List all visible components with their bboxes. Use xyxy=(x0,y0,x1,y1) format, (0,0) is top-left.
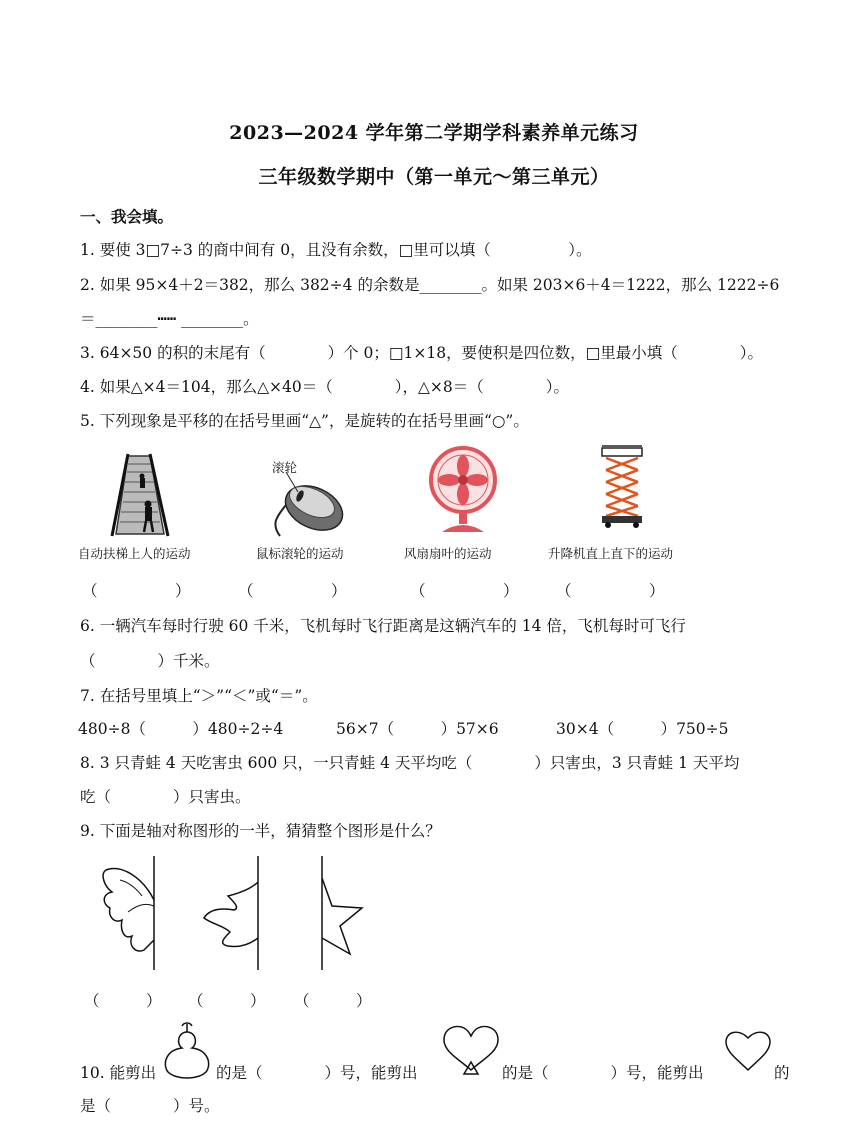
question-7: 7. 在括号里填上“＞”“＜”或“＝”。 xyxy=(80,687,318,705)
question-6-line-1: 6. 一辆汽车每时行驶 60 千米，飞机每时飞行距离是这辆汽车的 14 倍，飞机每时可飞行 xyxy=(80,617,686,635)
half-leaf-figure xyxy=(200,856,264,970)
half-star-figure xyxy=(316,856,370,970)
question-2-line-2: ＝________┅┅ ________。 xyxy=(80,310,259,328)
lift-image xyxy=(600,444,644,528)
answer-paren-escalator[interactable]: （ ） xyxy=(82,582,191,600)
question-2-line-1: 2. 如果 95×4＋2＝382，那么 382÷4 的余数是________。如果 203×6＋4＝1222，那么 1222÷6 xyxy=(80,276,780,294)
figure-label-escalator: 自动扶梯上人的运动 xyxy=(78,546,191,561)
gourd-shape-icon xyxy=(160,1020,214,1080)
spade-shape-icon xyxy=(440,1022,502,1078)
compare-item-3: 30×4（ ）750÷5 xyxy=(556,720,729,738)
fan-image xyxy=(426,446,500,534)
question-10-part-3: 的是（ ）号，能剪出 xyxy=(502,1064,704,1082)
exam-title: 2023—2024 学年第二学期学科素养单元练习 xyxy=(229,122,639,144)
question-5: 5. 下列现象是平移的在括号里画“△”，是旋转的在括号里画“○”。 xyxy=(80,412,529,430)
question-8-line-1: 8. 3 只青蛙 4 天吃害虫 600 只，一只青蛙 4 天平均吃（ ）只害虫，3 只青蛙 1 天平均 xyxy=(80,754,740,772)
figure-label-lift: 升降机直上直下的运动 xyxy=(548,546,674,561)
compare-item-1: 480÷8（ ）480÷2÷4 xyxy=(78,720,284,738)
question-4: 4. 如果△×4＝104，那么△×40＝（ ），△×8＝（ ）。 xyxy=(80,378,569,396)
answer-paren-fan[interactable]: （ ） xyxy=(410,582,519,600)
section-heading: 一、我会填。 xyxy=(80,207,174,226)
figure-label-fan: 风扇扇叶的运动 xyxy=(404,546,492,561)
question-8-line-2: 吃（ ）只害虫。 xyxy=(80,788,251,806)
question-1: 1. 要使 3□7÷3 的商中间有 0，且没有余数，□里可以填（ ）。 xyxy=(80,241,592,259)
question-9: 9. 下面是轴对称图形的一半，猜猜整个图形是什么？ xyxy=(80,822,441,840)
compare-item-2: 56×7（ ）57×6 xyxy=(336,720,499,738)
question-3: 3. 64×50 的积的末尾有（ ）个 0；□1×18，要使积是四位数，□里最小填（ ）。 xyxy=(80,344,763,362)
question-6-line-2: （ ）千米。 xyxy=(80,652,220,670)
answer-paren-lift[interactable]: （ ） xyxy=(556,582,665,600)
answer-paren-butterfly[interactable]: （ ） xyxy=(84,992,162,1010)
answer-paren-mouse[interactable]: （ ） xyxy=(238,582,347,600)
wheel-label: 滚轮 xyxy=(272,460,298,475)
half-butterfly-figure xyxy=(98,856,160,970)
escalator-image xyxy=(108,452,170,538)
answer-paren-star[interactable]: （ ） xyxy=(294,992,372,1010)
question-10-line-2: 是（ ）号。 xyxy=(80,1097,220,1115)
exam-subtitle: 三年级数学期中（第一单元～第三单元） xyxy=(258,166,610,188)
question-10-part-2: 的是（ ）号，能剪出 xyxy=(216,1064,418,1082)
question-10-part-1: 10. 能剪出 xyxy=(80,1064,157,1082)
heart-shape-icon xyxy=(724,1028,772,1074)
question-10-part-4: 的 xyxy=(774,1064,790,1082)
figure-label-mouse: 鼠标滚轮的运动 xyxy=(256,546,344,561)
answer-paren-leaf[interactable]: （ ） xyxy=(188,992,266,1010)
